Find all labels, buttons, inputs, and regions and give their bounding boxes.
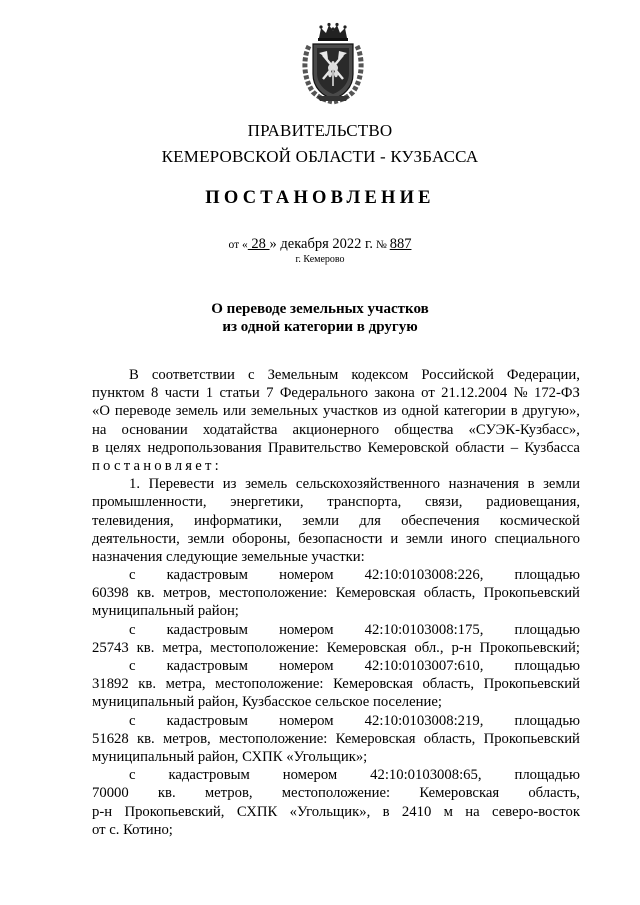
word: область, bbox=[423, 730, 476, 747]
word: метров, bbox=[163, 730, 211, 747]
word: Правительство bbox=[267, 439, 362, 456]
word: Кемеровская bbox=[326, 639, 407, 656]
word: Земельным bbox=[267, 367, 339, 383]
word: недропользования bbox=[147, 439, 262, 456]
word: земли bbox=[543, 476, 580, 493]
word: кадастровым bbox=[166, 567, 248, 584]
word: транспорта, bbox=[327, 494, 402, 511]
word: сельскохозяйственного bbox=[295, 476, 440, 493]
word: номером bbox=[279, 658, 334, 674]
word: 31892 bbox=[92, 676, 129, 693]
word: номером bbox=[279, 621, 334, 638]
body-line bbox=[92, 712, 580, 730]
word: закона bbox=[374, 385, 415, 402]
word: части bbox=[164, 385, 200, 402]
word: обеспечения bbox=[401, 512, 480, 529]
word: р-н bbox=[92, 803, 113, 820]
word: метров, bbox=[204, 785, 253, 802]
word: статьи bbox=[219, 385, 260, 402]
word: Кузбасса bbox=[524, 439, 580, 456]
word: площадью bbox=[514, 767, 580, 784]
word: номером bbox=[279, 712, 334, 729]
word: область, bbox=[423, 585, 476, 602]
word: земли bbox=[187, 530, 225, 547]
word: 42:10:0103008:175, bbox=[364, 621, 484, 638]
word: 7 bbox=[266, 385, 274, 402]
word: деятельности, bbox=[92, 530, 180, 547]
document-subject bbox=[0, 300, 640, 336]
word: иного bbox=[450, 530, 487, 547]
body-line bbox=[92, 493, 580, 511]
word: северо-восток bbox=[492, 803, 580, 820]
word: области bbox=[455, 439, 505, 456]
word: площадью bbox=[514, 658, 580, 674]
body-line bbox=[92, 512, 580, 530]
word: 70000 bbox=[92, 785, 129, 802]
word: 42:10:0103008:219, bbox=[364, 712, 484, 729]
word: информатики, bbox=[193, 512, 282, 529]
date-day: 28 bbox=[247, 236, 270, 252]
word: Прокопьевский bbox=[483, 730, 580, 747]
word: № bbox=[513, 385, 528, 402]
word: номером bbox=[279, 567, 334, 584]
word: в bbox=[510, 403, 518, 420]
word: одной bbox=[401, 403, 439, 420]
word: площадью bbox=[514, 567, 580, 584]
document-type: ПОСТАНОВЛЕНИЕ bbox=[205, 188, 435, 208]
word: кодексом bbox=[351, 367, 409, 383]
word: обороны, bbox=[232, 530, 291, 547]
government-title: ПРАВИТЕЛЬСТВО bbox=[247, 121, 393, 140]
word: 1 bbox=[205, 385, 214, 402]
word: 42:10:0103007:610, bbox=[364, 658, 484, 674]
word: Федерации, bbox=[506, 367, 580, 383]
word: кв. bbox=[136, 585, 155, 602]
word: основании bbox=[121, 421, 188, 438]
word: Федерального bbox=[279, 385, 368, 402]
word: пунктом bbox=[92, 385, 145, 402]
word: р-н bbox=[451, 639, 472, 656]
word: «О bbox=[92, 403, 110, 420]
date-month-year: » декабря 2022 г. bbox=[269, 236, 373, 252]
document-body bbox=[92, 366, 580, 839]
city: г. Кемерово bbox=[295, 254, 345, 265]
body-line bbox=[92, 639, 580, 657]
date-number-line bbox=[0, 236, 640, 253]
word: целях bbox=[105, 439, 142, 456]
subject-line: О переводе земельных участков bbox=[211, 301, 429, 317]
body-line: муниципальный район; bbox=[92, 603, 239, 620]
word: акционерного bbox=[292, 421, 380, 438]
word: Кемеровской bbox=[367, 439, 449, 456]
body-line: муниципальный район, СХПК «Угольщик»; bbox=[92, 748, 368, 765]
word: площадью bbox=[514, 712, 580, 729]
word: обл., bbox=[414, 639, 444, 656]
body-line bbox=[92, 766, 580, 784]
word: кадастровым bbox=[166, 712, 248, 729]
word: специального bbox=[494, 530, 580, 547]
word: Перевести bbox=[148, 476, 215, 493]
word: участков bbox=[323, 403, 378, 420]
word: Российской bbox=[421, 367, 494, 383]
subject-line: из одной категории в другую bbox=[222, 319, 418, 335]
word: номером bbox=[282, 767, 338, 784]
body-line bbox=[92, 566, 580, 584]
word: Прокопьевский, bbox=[124, 803, 225, 820]
word: местоположение: bbox=[218, 730, 328, 747]
word: местоположение: bbox=[210, 639, 319, 656]
word: ходатайства bbox=[202, 421, 278, 438]
word: на bbox=[465, 803, 480, 820]
word: 2410 bbox=[401, 803, 432, 820]
word: от bbox=[421, 385, 435, 402]
word: кв. bbox=[136, 639, 155, 656]
word: земли bbox=[406, 530, 443, 547]
word: Кемеровская bbox=[333, 676, 413, 693]
word: местоположение: bbox=[218, 585, 328, 602]
word: 25743 bbox=[92, 639, 129, 656]
body-line bbox=[92, 621, 580, 639]
word: переводе bbox=[114, 403, 171, 420]
body-line: от с. Котино; bbox=[92, 821, 173, 838]
body-line bbox=[92, 421, 580, 439]
word: «СУЭК-Кузбасс», bbox=[468, 421, 580, 438]
word: назначения bbox=[448, 476, 519, 493]
word: соответствии bbox=[151, 367, 235, 383]
word: промышленности, bbox=[92, 494, 207, 511]
word: безопасности bbox=[298, 530, 383, 547]
word: или bbox=[222, 403, 246, 420]
word: с bbox=[129, 621, 136, 638]
word: другую», bbox=[522, 403, 580, 420]
word: земли bbox=[302, 512, 340, 529]
word: Прокопьевский bbox=[483, 585, 580, 602]
body-line bbox=[92, 730, 580, 748]
word: для bbox=[359, 512, 381, 529]
date-prefix: от « bbox=[228, 239, 248, 251]
word: метра, bbox=[165, 676, 206, 693]
body-line bbox=[92, 675, 580, 693]
word: Прокопьевский; bbox=[479, 639, 580, 656]
body-line bbox=[92, 475, 580, 493]
word: область, bbox=[422, 676, 475, 693]
word: 60398 bbox=[92, 585, 129, 602]
word: 51628 bbox=[92, 730, 129, 747]
word: в bbox=[382, 803, 390, 820]
word: 42:10:0103008:65, bbox=[370, 767, 482, 784]
word: область, bbox=[528, 785, 580, 802]
word: телевидения, bbox=[92, 512, 174, 529]
body-line: назначения следующие земельные участки: bbox=[92, 548, 365, 565]
word: площадью bbox=[514, 621, 580, 638]
word: кадастровым bbox=[168, 767, 250, 784]
word: метров, bbox=[163, 585, 211, 602]
word: Кемеровская bbox=[419, 785, 500, 802]
word: энергетики, bbox=[230, 494, 304, 511]
body-line bbox=[92, 402, 580, 420]
word: в bbox=[527, 476, 535, 493]
word: 1. bbox=[129, 476, 141, 493]
word: в bbox=[92, 439, 99, 456]
word: земель bbox=[175, 403, 218, 420]
word: с bbox=[129, 767, 136, 784]
region-title: КЕМЕРОВСКОЙ ОБЛАСТИ - КУЗБАССА bbox=[161, 147, 479, 166]
word: 21.12.2004 bbox=[441, 385, 508, 402]
word: и bbox=[390, 530, 399, 547]
word: – bbox=[510, 439, 519, 456]
word: общества bbox=[394, 421, 454, 438]
word: из bbox=[222, 476, 237, 493]
word: 8 bbox=[150, 385, 159, 402]
word: В bbox=[129, 367, 139, 383]
word: кадастровым bbox=[166, 658, 248, 674]
body-line: муниципальный район, Кузбасское сельское поселение; bbox=[92, 694, 442, 711]
word: «Угольщик», bbox=[289, 803, 371, 820]
word: кв. bbox=[138, 676, 157, 693]
word: кв. bbox=[157, 785, 176, 802]
word: 172-ФЗ bbox=[533, 385, 580, 402]
word: связи, bbox=[425, 494, 463, 511]
word: с bbox=[247, 367, 255, 383]
body-line bbox=[92, 366, 580, 384]
word: с bbox=[129, 712, 136, 729]
word: местоположение: bbox=[215, 676, 324, 693]
word: кадастровым bbox=[166, 621, 248, 638]
body-line bbox=[92, 384, 580, 402]
word: Кемеровская bbox=[335, 730, 416, 747]
document-number: 887 bbox=[389, 236, 412, 252]
word: СХПК bbox=[236, 803, 278, 820]
body-line bbox=[92, 530, 580, 548]
coat-of-arms-icon bbox=[299, 22, 367, 106]
word: с bbox=[129, 567, 136, 584]
word: на bbox=[92, 421, 107, 438]
word: 42:10:0103008:226, bbox=[364, 567, 484, 584]
word: м bbox=[443, 803, 453, 820]
body-line bbox=[92, 803, 580, 821]
body-line: постановляет: bbox=[92, 457, 222, 474]
word: кв. bbox=[136, 730, 155, 747]
word: Прокопьевский bbox=[483, 676, 580, 693]
body-line bbox=[92, 584, 580, 602]
word: Кемеровская bbox=[335, 585, 416, 602]
word: космической bbox=[499, 512, 580, 529]
word: категории bbox=[443, 403, 506, 420]
body-line bbox=[92, 784, 580, 802]
word: метра, bbox=[162, 639, 203, 656]
word: радиовещания, bbox=[486, 494, 580, 511]
word: с bbox=[129, 658, 136, 674]
word: земельных bbox=[250, 403, 319, 420]
body-line bbox=[92, 657, 580, 675]
number-label: № bbox=[372, 239, 390, 251]
word: земель bbox=[245, 476, 288, 493]
word: местоположение: bbox=[281, 785, 391, 802]
word: из bbox=[382, 403, 397, 420]
body-line bbox=[92, 439, 580, 457]
